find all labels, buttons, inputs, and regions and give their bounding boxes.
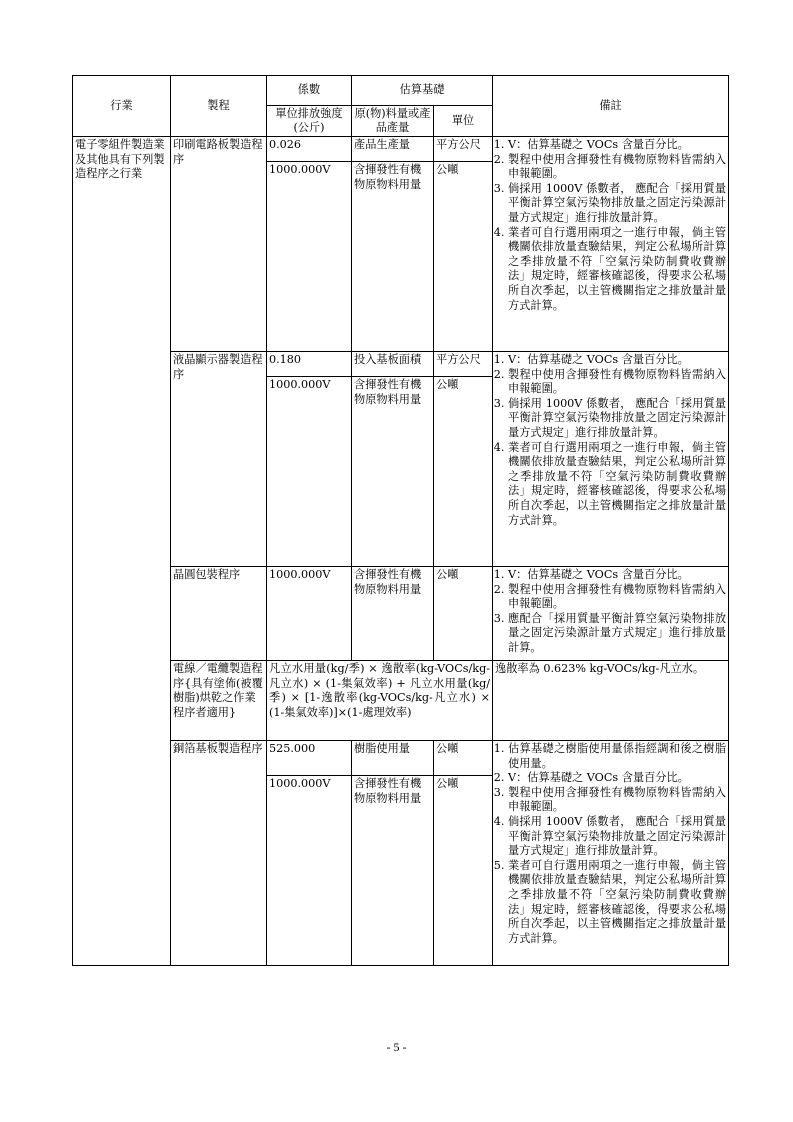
coef-cell: 1000.000V xyxy=(267,567,352,661)
note-item: 4. 倘採用 1000V 係數者， 應配合「採用質量平衡計算空氣污染物排放量之固定污染源計量方式規定」進行排放量計算。 xyxy=(508,815,726,859)
note-item: 3. 倘採用 1000V 係數者， 應配合「採用質量平衡計算空氣污染物排放量之固定污染源計量方式規定」進行排放量計算。 xyxy=(508,397,726,441)
page-number: - 5 - xyxy=(386,1040,407,1054)
coef-cell: 1000.000V xyxy=(267,776,352,966)
process-name: 液晶顯示器製造程序 xyxy=(171,352,267,567)
note-item: 5. 業者可自行選用兩項之一進行申報，倘主管機關依排放量查驗結果，判定公私場所計算之季排放量不符「空氣污染防制費收費辦法」規定時，經審核確認後，得要求公私場所自次季起，以主管機關指定之排放量計量方式計算。 xyxy=(508,859,726,947)
coef-cell: 1000.000V xyxy=(267,162,352,352)
remarks-cell: 逸散率為 0.623% kg-VOCs/kg-凡立水。 xyxy=(493,661,729,741)
coef-cell: 0.026 xyxy=(267,137,352,162)
material-cell: 含揮發性有機物原物料用量 xyxy=(352,776,434,966)
remarks-cell xyxy=(493,741,729,966)
note-item: 4. 業者可自行選用兩項之一進行申報，倘主管機關依排放量查驗結果，判定公私場所計算之季排放量不符「空氣污染防制費收費辦法」規定時，經審核確認後，得要求公私場所自次季起，以主管機關指定之排放量計量方式計算。 xyxy=(508,226,726,314)
material-cell: 樹脂使用量 xyxy=(352,741,434,776)
header-coefficient: 係數 xyxy=(267,76,352,106)
note-item: 2. 製程中使用含揮發性有機物原物料皆需納入申報範圍。 xyxy=(508,368,726,397)
unit-cell: 公噸 xyxy=(434,567,493,661)
note-item: 1. V：估算基礎之 VOCs 含量百分比。 xyxy=(508,353,726,368)
unit-cell: 公噸 xyxy=(434,741,493,776)
note-item: 1. 估算基礎之樹脂使用量係指經調和後之樹脂使用量。 xyxy=(508,742,726,771)
process-name: 電線／電纜製造程序{具有塗佈(被覆樹脂)烘乾之作業程序者適用} xyxy=(171,661,267,741)
note-item: 3. 倘採用 1000V 係數者， 應配合「採用質量平衡計算空氣污染物排放量之固定污染源計量方式規定」進行排放量計算。 xyxy=(508,182,726,226)
unit-cell: 公噸 xyxy=(434,776,493,966)
material-cell: 含揮發性有機物原物料用量 xyxy=(352,377,434,567)
material-cell: 含揮發性有機物原物料用量 xyxy=(352,567,434,661)
header-process: 製程 xyxy=(171,76,267,137)
coef-cell: 1000.000V xyxy=(267,377,352,567)
note-item: 2. 製程中使用含揮發性有機物原物料皆需納入申報範圍。 xyxy=(508,583,726,612)
header-remarks: 備註 xyxy=(493,76,729,137)
material-cell: 投入基板面積 xyxy=(352,352,434,377)
unit-cell: 平方公尺 xyxy=(434,352,493,377)
header-basis-unit: 單位 xyxy=(434,106,493,137)
header-basis: 估算基礎 xyxy=(352,76,493,106)
process-name: 銅箔基板製造程序 xyxy=(171,741,267,966)
note-item: 4. 業者可自行選用兩項之一進行申報，倘主管機關依排放量查驗結果，判定公私場所計算之季排放量不符「空氣污染防制費收費辦法」規定時，經審核確認後，得要求公私場所自次季起，以主管機關指定之排放量計量方式計算。 xyxy=(508,441,726,529)
emission-factor-table xyxy=(72,75,729,966)
note-item: 2. 製程中使用含揮發性有機物原物料皆需納入申報範圍。 xyxy=(508,153,726,182)
process-name: 晶圓包裝程序 xyxy=(171,567,267,661)
unit-cell: 公噸 xyxy=(434,162,493,352)
remarks-cell xyxy=(493,137,729,352)
note-item: 2. V：估算基礎之 VOCs 含量百分比。 xyxy=(508,771,726,786)
material-cell: 產品生產量 xyxy=(352,137,434,162)
unit-cell: 平方公尺 xyxy=(434,137,493,162)
unit-cell: 公噸 xyxy=(434,377,493,567)
coef-cell: 0.180 xyxy=(267,352,352,377)
header-coef-sub: 單位排放強度(公斤) xyxy=(267,106,352,137)
note-item: 3. 應配合「採用質量平衡計算空氣污染物排放量之固定污染源計量方式規定」進行排放量計算。 xyxy=(508,612,726,656)
process-name: 印刷電路板製造程序 xyxy=(171,137,267,352)
header-basis-material: 原(物)料量或產品產量 xyxy=(352,106,434,137)
material-cell: 含揮發性有機物原物料用量 xyxy=(352,162,434,352)
formula-cell: 凡立水用量(kg/季) × 逸散率(kg-VOCs/kg-凡立水) × (1-集氣效率) + 凡立水用量(kg/季) × [1-逸散率(kg-VOCs/kg-凡立水) × (1-集氣效率)]×(1-處理效率) xyxy=(267,661,493,741)
remarks-cell xyxy=(493,567,729,661)
remarks-cell xyxy=(493,352,729,567)
header-industry: 行業 xyxy=(73,76,171,137)
note-item: 1. V：估算基礎之 VOCs 含量百分比。 xyxy=(508,568,726,583)
note-item: 3. 製程中使用含揮發性有機物原物料皆需納入申報範圍。 xyxy=(508,786,726,815)
coef-cell: 525.000 xyxy=(267,741,352,776)
note-item: 1. V：估算基礎之 VOCs 含量百分比。 xyxy=(508,138,726,153)
industry-cell: 電子零組件製造業及其他具有下列製造程序之行業 xyxy=(73,137,171,966)
